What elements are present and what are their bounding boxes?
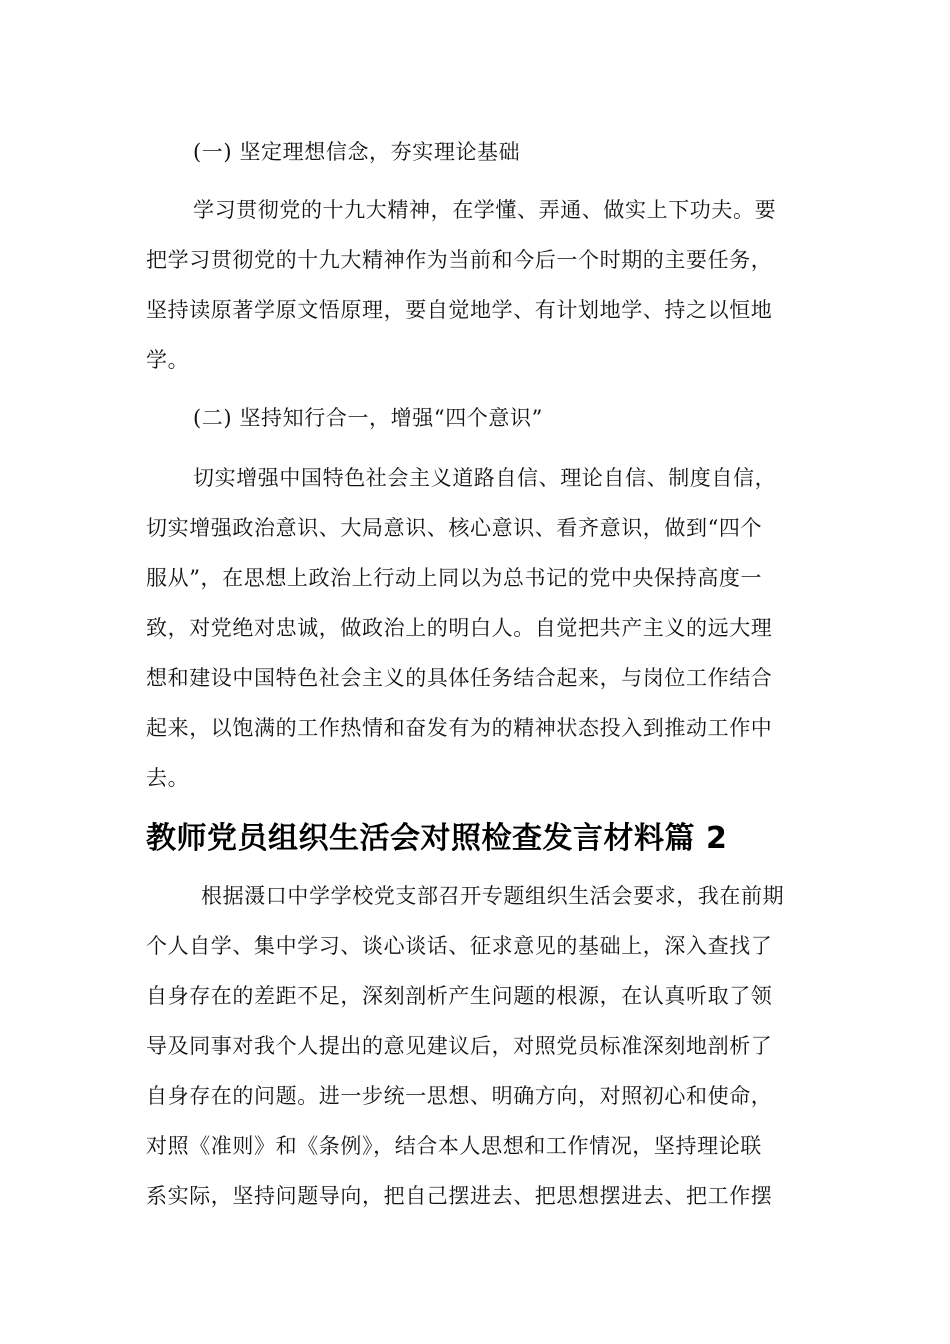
paragraph-line: 切实增强中国特色社会主义道路自信、理论自信、制度自信，: [193, 466, 777, 490]
paragraph-line: 导及同事对我个人提出的意见建议后，对照党员标准深刻地剖析了: [146, 1034, 773, 1058]
paragraph-line: 学。: [146, 348, 190, 372]
paragraph-line: 对照《准则》和《条例》，结合本人思想和工作情况，坚持理论联: [146, 1134, 762, 1158]
paragraph-line: 坚持读原著学原文悟原理，要自觉地学、有计划地学、持之以恒地: [146, 298, 773, 322]
section-heading: (一) 坚定理想信念，夯实理论基础: [193, 140, 521, 164]
paragraph-line: 切实增强政治意识、大局意识、核心意识、看齐意识，做到“四个: [146, 516, 763, 540]
paragraph-line: 个人自学、集中学习、谈心谈话、征求意见的基础上，深入查找了: [146, 934, 773, 958]
section-heading: (二) 坚持知行合一，增强“四个意识”: [193, 406, 543, 430]
paragraph-line: 自身存在的问题。进一步统一思想、明确方向，对照初心和使命，: [146, 1084, 773, 1108]
paragraph-line: 系实际，坚持问题导向，把自己摆进去、把思想摆进去、把工作摆: [146, 1184, 773, 1208]
paragraph-line: 服从”，在思想上政治上行动上同以为总书记的党中央保持高度一: [146, 566, 763, 590]
paragraph-line: 去。: [146, 766, 190, 790]
paragraph-line: 自身存在的差距不足，深刻剖析产生问题的根源，在认真听取了领: [146, 984, 773, 1008]
paragraph-line: 想和建设中国特色社会主义的具体任务结合起来，与岗位工作结合: [146, 666, 773, 690]
paragraph-line: 起来，以饱满的工作热情和奋发有为的精神状态投入到推动工作中: [146, 716, 773, 740]
paragraph-line: 致，对党绝对忠诚，做政治上的明白人。自觉把共产主义的远大理: [146, 616, 773, 640]
paragraph-line: 根据滠口中学学校党支部召开专题组织生活会要求，我在前期: [201, 884, 785, 908]
article-title: 教师党员组织生活会对照检查发言材料篇 2: [146, 821, 728, 856]
paragraph-line: 把学习贯彻党的十九大精神作为当前和今后一个时期的主要任务，: [146, 248, 773, 272]
paragraph-line: 学习贯彻党的十九大精神，在学懂、弄通、做实上下功夫。要: [193, 198, 777, 222]
